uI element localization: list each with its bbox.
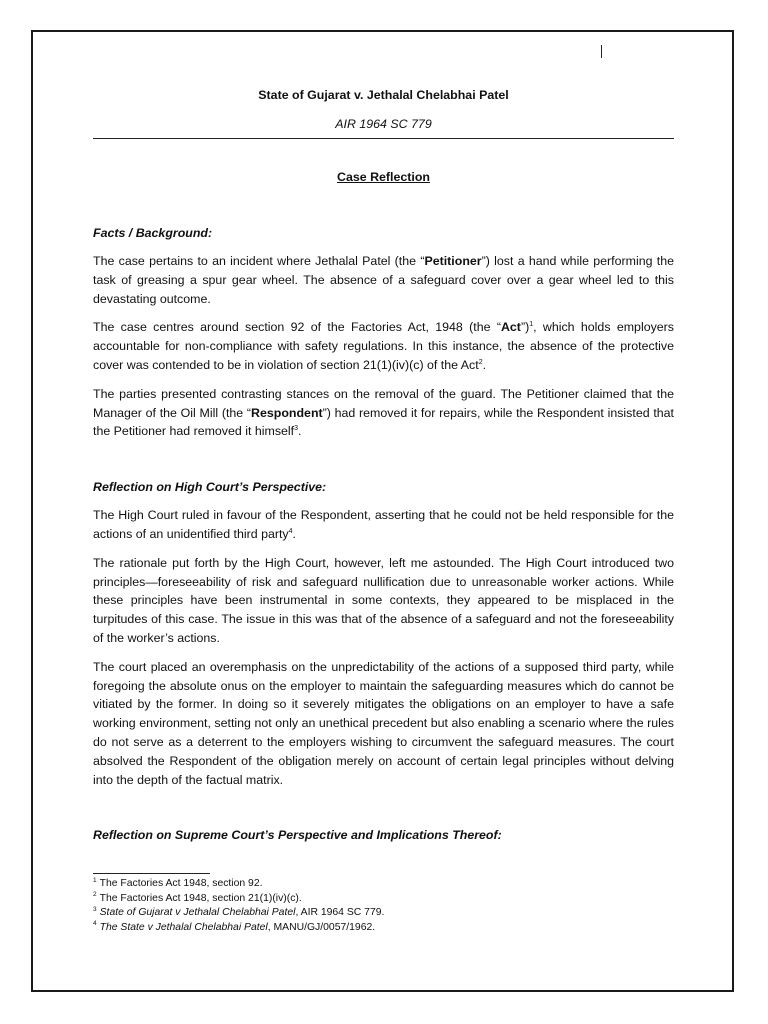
footnote-ref-4[interactable]: 4: [288, 527, 293, 535]
header-divider: [93, 138, 674, 139]
footnote-ref-3[interactable]: 3: [294, 425, 299, 433]
footnote-separator: [93, 873, 210, 874]
high-court-paragraph-1: The High Court ruled in favour of the Respondent, asserting that he could not be held responsible for the actions of an unidentified third party$^4$.: [93, 508, 674, 541]
footnote-4: $^4$ The State v Jethalal Chelabhai Patel, MANU/GJ/0057/1962.: [93, 920, 376, 933]
facts-paragraph-3: The parties presented contrasting stances on the removal of the guard. The Petitioner claimed that the Manager of the Oil Mill (the “Respondent”) had removed it for repairs, while the Respondent insisted that the Petitioner had removed it himself$^3$.: [93, 386, 674, 439]
case-title: State of Gujarat v. Jethalal Chelabhai Patel: [258, 88, 509, 102]
facts-paragraph-2: The case centres around section 92 of the Factories Act, 1948 (the “Act”)$^1$, which holds employers accountable for non-compliance with safety regulations. In this instance, the absence of the protective cover was contended to be in violation of section 21(1)(iv)(c) of the Act$^2$.: [93, 320, 674, 372]
high-court-paragraph-2: The rationale put forth by the High Court, however, left me astounded. The High Court introduced two principles—foreseeability of risk and safeguard nullification due to unreasonable worker actions. While these principles have been instrumental in some contexts, they appeared to be misplaced in the turpitudes of this case. The issue in this was that of the absence of a safeguard and not the foreseeability of the worker’s actions.: [93, 555, 674, 645]
footnote-1: $^1$ The Factories Act 1948, section 92.: [93, 876, 263, 889]
facts-paragraph-1: The case pertains to an incident where Jethalal Patel (the “Petitioner”) lost a hand while performing the task of greasing a spur gear wheel. The absence of a safeguard cover over a gear wheel led to this devastating outcome.: [93, 254, 674, 306]
act-term: Act: [500, 320, 521, 335]
footnote-ref-1[interactable]: 1: [529, 321, 534, 329]
case-citation: AIR 1964 SC 779: [335, 117, 432, 131]
section-title: Case Reflection: [337, 170, 430, 184]
text-cursor: [601, 45, 602, 58]
respondent-term: Respondent: [251, 405, 323, 420]
footnote-3: $^3$ State of Gujarat v Jethalal Chelabhai Patel, AIR 1964 SC 779.: [93, 905, 385, 919]
footnotes: [93, 877, 674, 935]
high-court-heading: Reflection on High Court’s Perspective:: [93, 480, 327, 495]
document-body: [93, 86, 674, 844]
facts-heading: Facts / Background:: [93, 226, 213, 240]
petitioner-term: Petitioner: [424, 254, 482, 268]
footnote-2: $^2$ The Factories Act 1948, section 21(1)(iv)(c).: [93, 891, 302, 904]
high-court-paragraph-3: The court placed an overemphasis on the unpredictability of the actions of a supposed third party, while foregoing the absolute onus on the employer to maintain the safeguarding measures which do cannot be vitiated by the former. In doing so it severely mitigates the obligations on an employer to have a safe working environment, setting not only an unethical precedent but also enabling a scenario where the rules do not serve as a deterrent to the employers wishing to circumvent the safeguard measures. The court absolved the Respondent of the obligation merely on account of certain legal principles without delving into the depth of the factual matrix.: [93, 659, 674, 787]
supreme-court-heading: Reflection on Supreme Court’s Perspective and Implications Thereof:: [93, 828, 502, 843]
footnote-ref-2[interactable]: 2: [478, 358, 483, 366]
